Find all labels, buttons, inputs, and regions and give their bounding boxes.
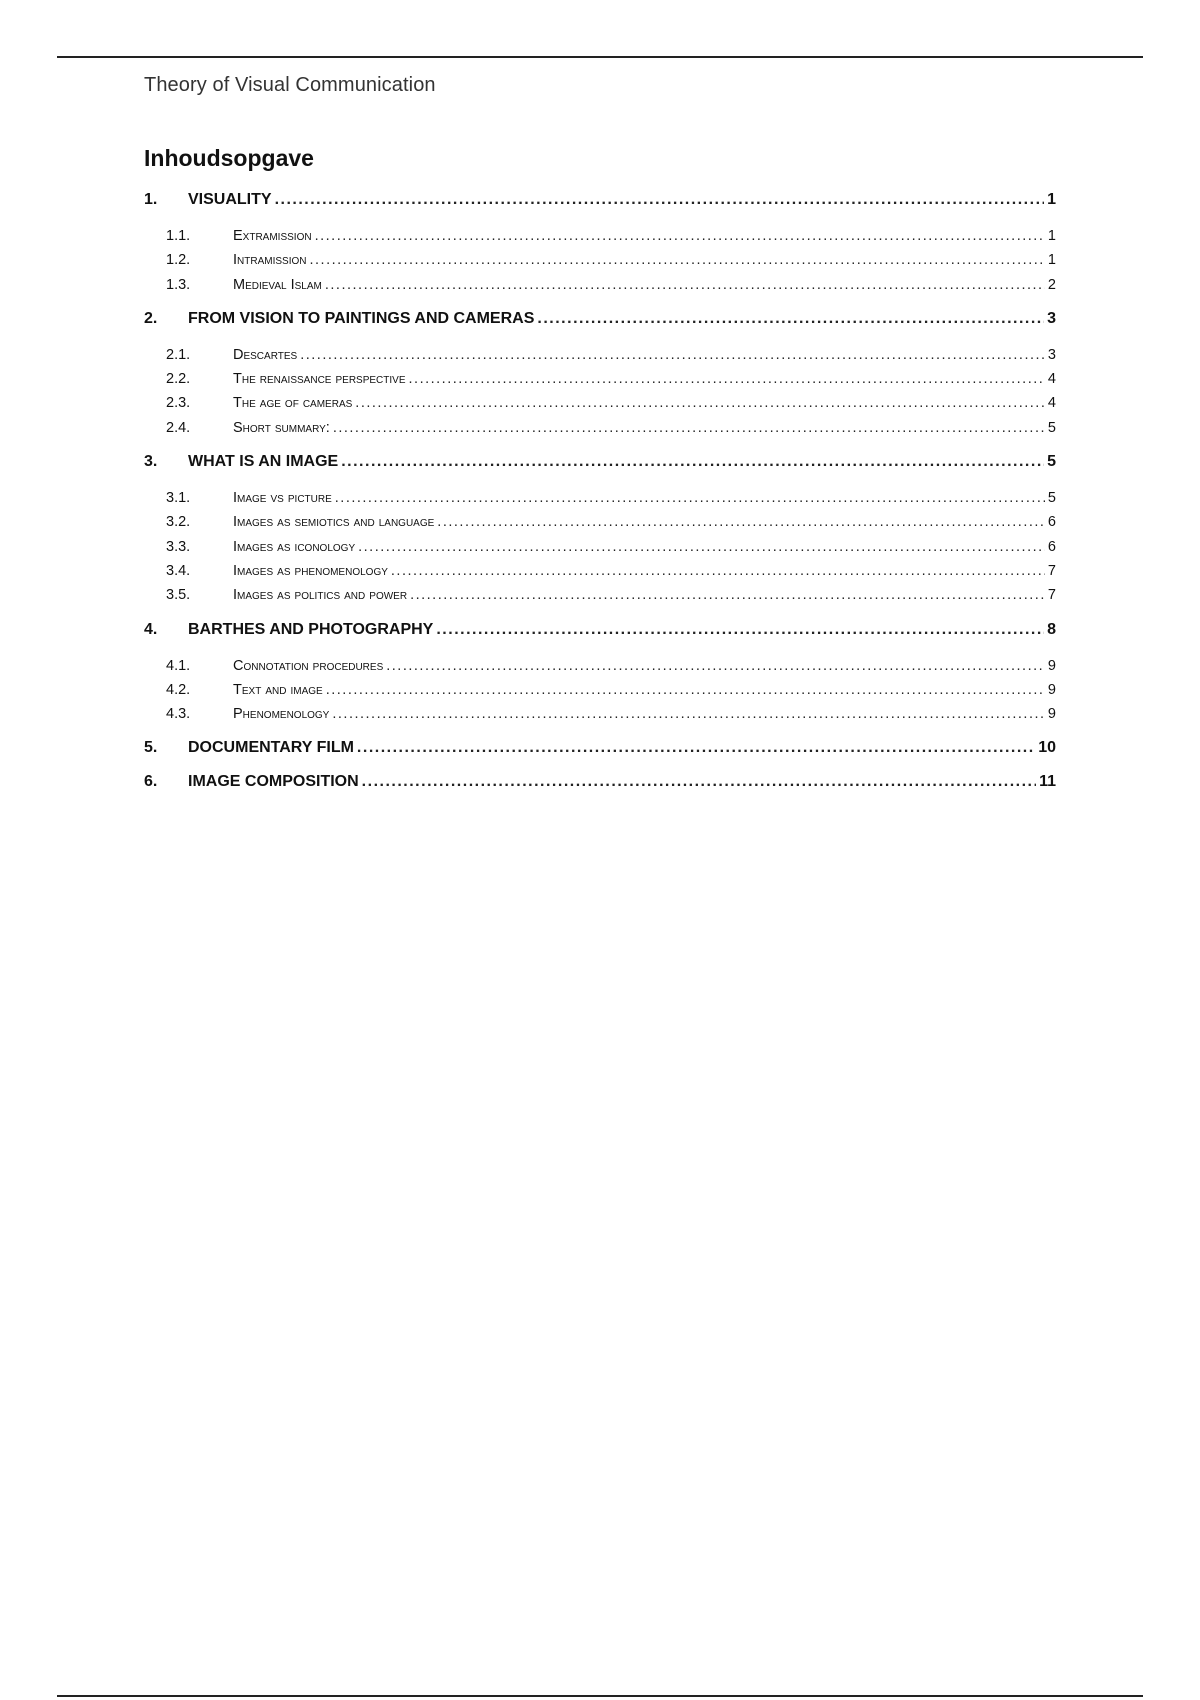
- toc-entry-1-2[interactable]: [144, 248, 1056, 272]
- dot-leader: [325, 273, 1045, 297]
- toc-entry-label: Images as phenomenology: [233, 562, 388, 579]
- toc-entry-label: Images as politics and power: [233, 587, 408, 604]
- toc-entry-3-1[interactable]: [144, 486, 1056, 510]
- toc-entry-label: Phenomenology: [233, 706, 330, 723]
- toc-entry-number: 4.2.: [166, 681, 191, 698]
- toc-entry-number: 3.1.: [166, 490, 191, 507]
- dot-leader: [436, 618, 1044, 642]
- toc-entry-2[interactable]: [144, 307, 1056, 331]
- toc-entry-label: DOCUMENTARY FILM: [188, 739, 354, 757]
- toc-entry-label: The age of cameras: [233, 395, 353, 412]
- toc-entry-label: Connotation procedures: [233, 657, 384, 674]
- toc-entry-label: Images as semiotics and language: [233, 514, 435, 531]
- dot-leader: [309, 248, 1044, 272]
- dot-leader: [358, 535, 1045, 559]
- toc-entry-3-5[interactable]: [144, 583, 1056, 607]
- footer-rule: [57, 1695, 1143, 1697]
- toc-entry-label: Text and image: [233, 681, 323, 698]
- toc-entry-page: 6: [1047, 538, 1056, 555]
- toc-entry-page: 7: [1047, 562, 1056, 579]
- toc-entry-number: 2.3.: [166, 395, 191, 412]
- toc-entry-label: Short summary:: [233, 419, 330, 436]
- toc-entry-page: 11: [1039, 773, 1056, 791]
- toc-entry-3-4[interactable]: [144, 559, 1056, 583]
- toc-entry-number: 2.1.: [166, 346, 191, 363]
- toc-entry-number: 2.: [144, 309, 158, 327]
- toc-entry-number: 2.2.: [166, 371, 191, 388]
- toc-entry-label: Descartes: [233, 346, 298, 363]
- toc-entry-number: 1.2.: [166, 252, 191, 269]
- dot-leader: [537, 307, 1044, 331]
- table-of-contents: [144, 188, 1056, 794]
- toc-entry-3-2[interactable]: [144, 510, 1056, 534]
- toc-entry-page: 7: [1047, 587, 1056, 604]
- toc-entry-1-1[interactable]: [144, 224, 1056, 248]
- dot-leader: [386, 654, 1045, 678]
- toc-entry-page: 1: [1047, 252, 1056, 269]
- dot-leader: [300, 343, 1045, 367]
- running-header: Theory of Visual Communication: [144, 74, 436, 96]
- toc-entry-4-2[interactable]: [144, 678, 1056, 702]
- toc-entry-label: Image vs picture: [233, 490, 332, 507]
- toc-entry-number: 4.1.: [166, 657, 191, 674]
- toc-entry-label: IMAGE COMPOSITION: [188, 773, 359, 791]
- toc-entry-number: 3.4.: [166, 562, 191, 579]
- toc-entry-label: Medieval Islam: [233, 276, 322, 293]
- toc-entry-page: 2: [1047, 276, 1056, 293]
- dot-leader: [410, 583, 1045, 607]
- toc-entry-5[interactable]: [144, 736, 1056, 760]
- dot-leader: [332, 702, 1045, 726]
- toc-entry-2-1[interactable]: [144, 343, 1056, 367]
- dot-leader: [315, 224, 1045, 248]
- dot-leader: [409, 367, 1045, 391]
- toc-entry-page: 5: [1047, 453, 1056, 471]
- toc-entry-3[interactable]: [144, 450, 1056, 474]
- toc-entry-page: 9: [1047, 681, 1056, 698]
- toc-entry-page: 6: [1047, 514, 1056, 531]
- dot-leader: [437, 510, 1045, 534]
- toc-entry-4-1[interactable]: [144, 654, 1056, 678]
- toc-entry-page: 1: [1047, 191, 1056, 208]
- toc-entry-page: 8: [1047, 620, 1056, 638]
- dot-leader: [275, 188, 1045, 212]
- toc-entry-label: Extramission: [233, 228, 312, 244]
- toc-entry-number: 1.1.: [166, 228, 191, 244]
- toc-entry-label: VISUALITY: [188, 191, 272, 208]
- dot-leader: [333, 416, 1045, 440]
- toc-entry-1-3[interactable]: [144, 273, 1056, 297]
- toc-entry-number: 6.: [144, 773, 158, 791]
- toc-entry-label: Intramission: [233, 252, 307, 269]
- toc-entry-page: 4: [1047, 371, 1056, 388]
- toc-entry-label: WHAT IS AN IMAGE: [188, 453, 339, 471]
- dot-leader: [335, 486, 1045, 510]
- toc-entry-2-3[interactable]: [144, 391, 1056, 415]
- toc-entry-3-3[interactable]: [144, 535, 1056, 559]
- toc-entry-4-3[interactable]: [144, 702, 1056, 726]
- toc-entry-4[interactable]: [144, 618, 1056, 642]
- dot-leader: [362, 770, 1036, 794]
- dot-leader: [355, 391, 1045, 415]
- toc-entry-page: 3: [1047, 346, 1056, 363]
- toc-entry-number: 1.: [144, 191, 158, 208]
- toc-entry-page: 9: [1047, 706, 1056, 723]
- header-rule: [57, 56, 1143, 58]
- toc-title: Inhoudsopgave: [144, 145, 314, 171]
- toc-entry-number: 3.3.: [166, 538, 191, 555]
- toc-entry-page: 1: [1047, 228, 1056, 244]
- toc-entry-label: FROM VISION TO PAINTINGS AND CAMERAS: [188, 309, 535, 327]
- toc-entry-page: 9: [1047, 657, 1056, 674]
- toc-entry-number: 5.: [144, 739, 158, 757]
- toc-entry-number: 3.: [144, 453, 158, 471]
- dot-leader: [357, 736, 1035, 760]
- toc-entry-number: 4.: [144, 620, 158, 638]
- toc-entry-number: 1.3.: [166, 276, 191, 293]
- toc-entry-page: 5: [1047, 490, 1056, 507]
- toc-entry-page: 3: [1047, 309, 1056, 327]
- toc-entry-1[interactable]: [144, 188, 1056, 212]
- toc-entry-number: 3.5.: [166, 587, 191, 604]
- dot-leader: [391, 559, 1045, 583]
- toc-entry-2-2[interactable]: [144, 367, 1056, 391]
- toc-entry-number: 2.4.: [166, 419, 191, 436]
- toc-entry-6[interactable]: [144, 770, 1056, 794]
- toc-entry-label: Images as iconology: [233, 538, 356, 555]
- toc-entry-number: 3.2.: [166, 514, 191, 531]
- toc-entry-label: BARTHES AND PHOTOGRAPHY: [188, 620, 434, 638]
- dot-leader: [326, 678, 1045, 702]
- toc-entry-2-4[interactable]: [144, 416, 1056, 440]
- dot-leader: [341, 450, 1044, 474]
- toc-entry-number: 4.3.: [166, 706, 191, 723]
- toc-entry-label: The renaissance perspective: [233, 371, 406, 388]
- toc-entry-page: 5: [1047, 419, 1056, 436]
- toc-entry-page: 4: [1047, 395, 1056, 412]
- toc-entry-page: 10: [1038, 739, 1056, 757]
